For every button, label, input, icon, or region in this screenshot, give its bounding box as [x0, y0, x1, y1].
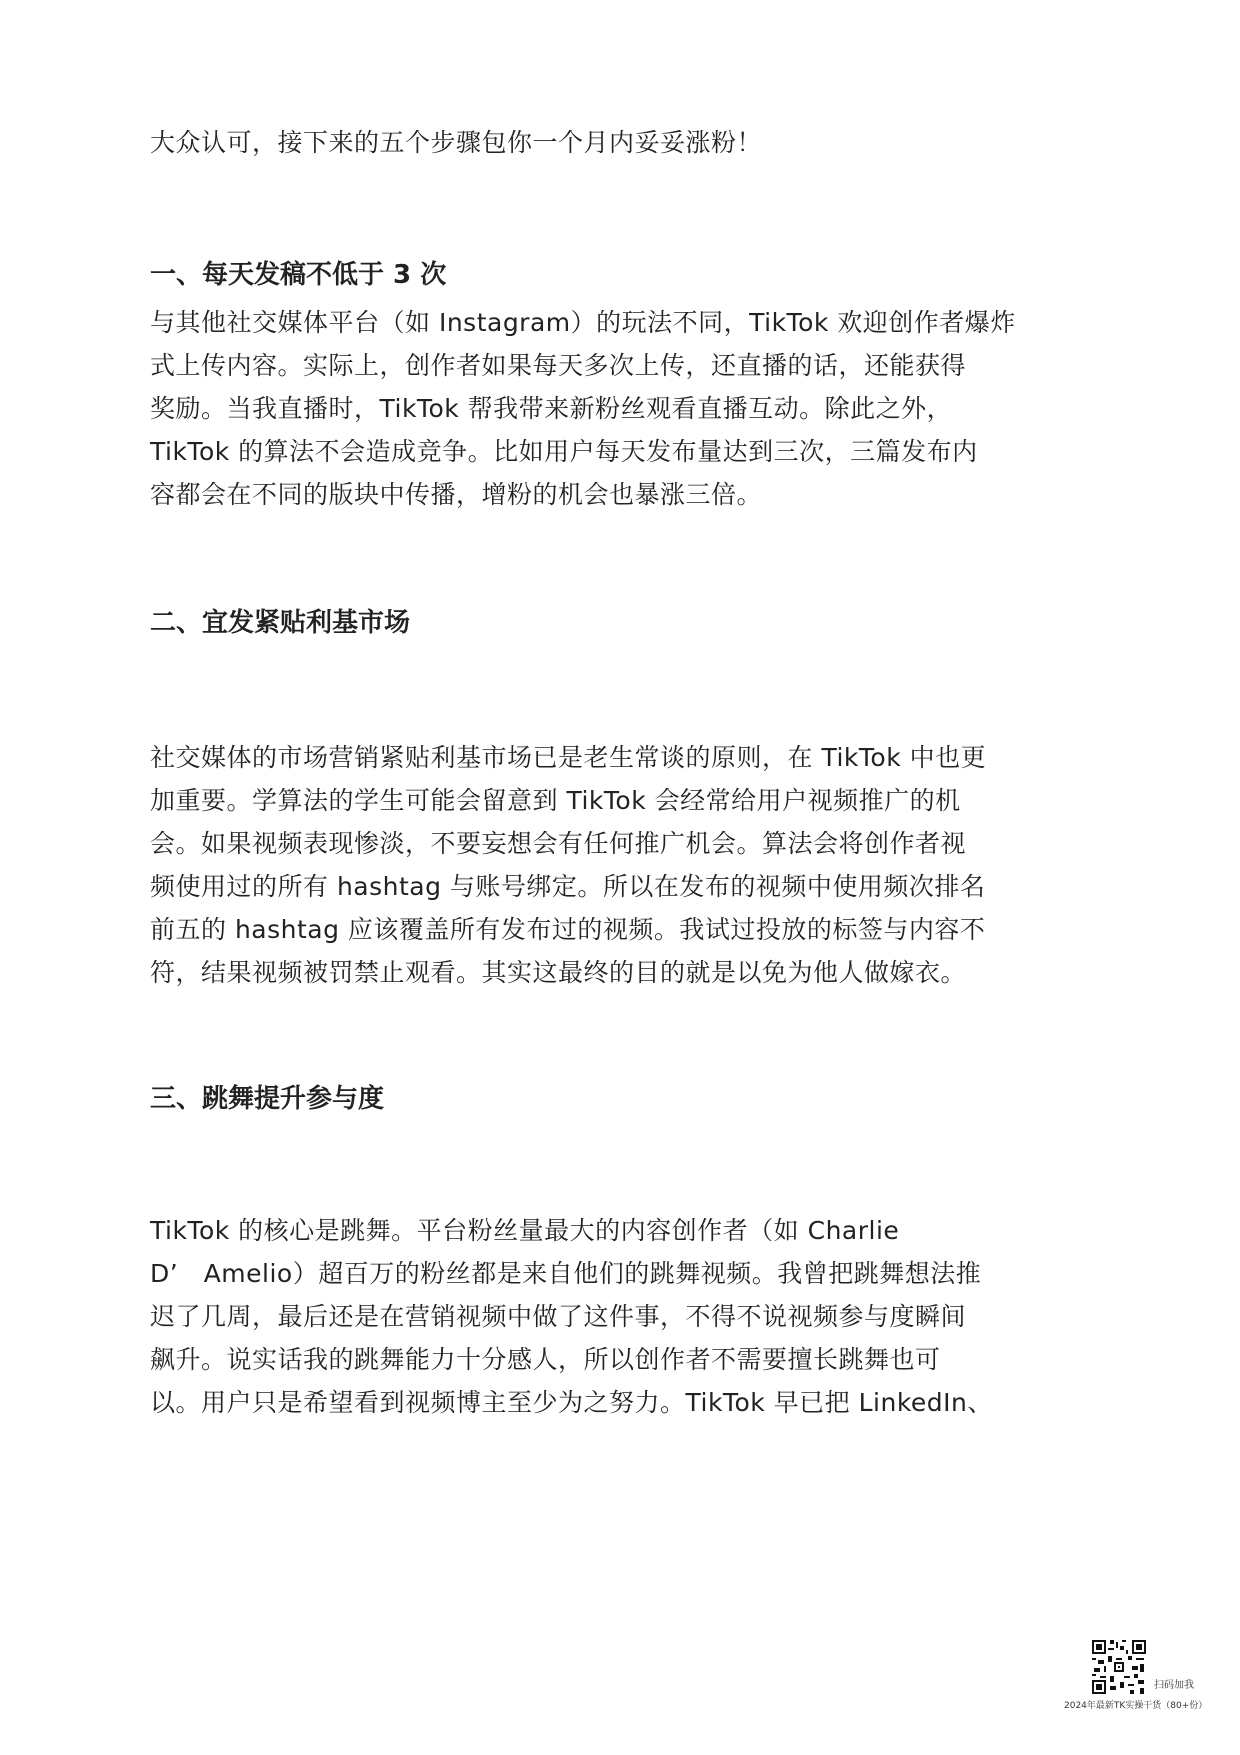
qr-caption: 2024年最新TK实操干货（80+份） — [1064, 1701, 1208, 1711]
qr-code-icon[interactable] — [1090, 1638, 1148, 1696]
section2-line: 会。如果视频表现惨淡，不要妄想会有任何推广机会。算法会将创作者视 — [150, 829, 967, 858]
section2-line: 加重要。学算法的学生可能会留意到 TikTok 会经常给用户视频推广的机 — [150, 786, 961, 815]
section2-line: 社交媒体的市场营销紧贴利基市场已是老生常谈的原则，在 TikTok 中也更 — [150, 743, 987, 772]
qr-label: 扫码加我 — [1154, 1680, 1194, 1691]
section2-heading: 二、宜发紧贴利基市场 — [150, 608, 411, 638]
section3-heading: 三、跳舞提升参与度 — [150, 1084, 385, 1114]
section3-line: 以。用户只是希望看到视频博主至少为之努力。TikTok 早已把 LinkedIn、 — [150, 1388, 993, 1417]
section3-line: TikTok 的核心是跳舞。平台粉丝量最大的内容创作者（如 Charlie — [150, 1216, 900, 1245]
section1-line: 奖励。当我直播时，TikTok 帮我带来新粉丝观看直播互动。除此之外， — [150, 394, 953, 423]
section2-line: 前五的 hashtag 应该覆盖所有发布过的视频。我试过投放的标签与内容不 — [150, 915, 986, 944]
section3-line: 飙升。说实话我的跳舞能力十分感人，所以创作者不需要擅长跳舞也可 — [150, 1345, 941, 1374]
section2-line: 符，结果视频被罚禁止观看。其实这最终的目的就是以免为他人做嫁衣。 — [150, 958, 967, 987]
section2-line: 频使用过的所有 hashtag 与账号绑定。所以在发布的视频中使用频次排名 — [150, 872, 986, 901]
section3-line: D’ Amelio）超百万的粉丝都是来自他们的跳舞视频。我曾把跳舞想法推 — [150, 1259, 982, 1288]
section1-line: 容都会在不同的版块中传播，增粉的机会也暴涨三倍。 — [150, 480, 763, 509]
section1-heading: 一、每天发稿不低于 3 次 — [150, 260, 447, 290]
section1-line: 式上传内容。实际上，创作者如果每天多次上传，还直播的话，还能获得 — [150, 351, 967, 380]
section1-line: 与其他社交媒体平台（如 Instagram）的玩法不同，TikTok 欢迎创作者爆炸 — [150, 308, 1016, 337]
section1-line: TikTok 的算法不会造成竞争。比如用户每天发布量达到三次，三篇发布内 — [150, 437, 978, 466]
qr-block — [1064, 1638, 1208, 1738]
intro-line: 大众认可，接下来的五个步骤包你一个月内妥妥涨粉！ — [150, 128, 763, 157]
section3-line: 迟了几周，最后还是在营销视频中做了这件事，不得不说视频参与度瞬间 — [150, 1302, 967, 1331]
